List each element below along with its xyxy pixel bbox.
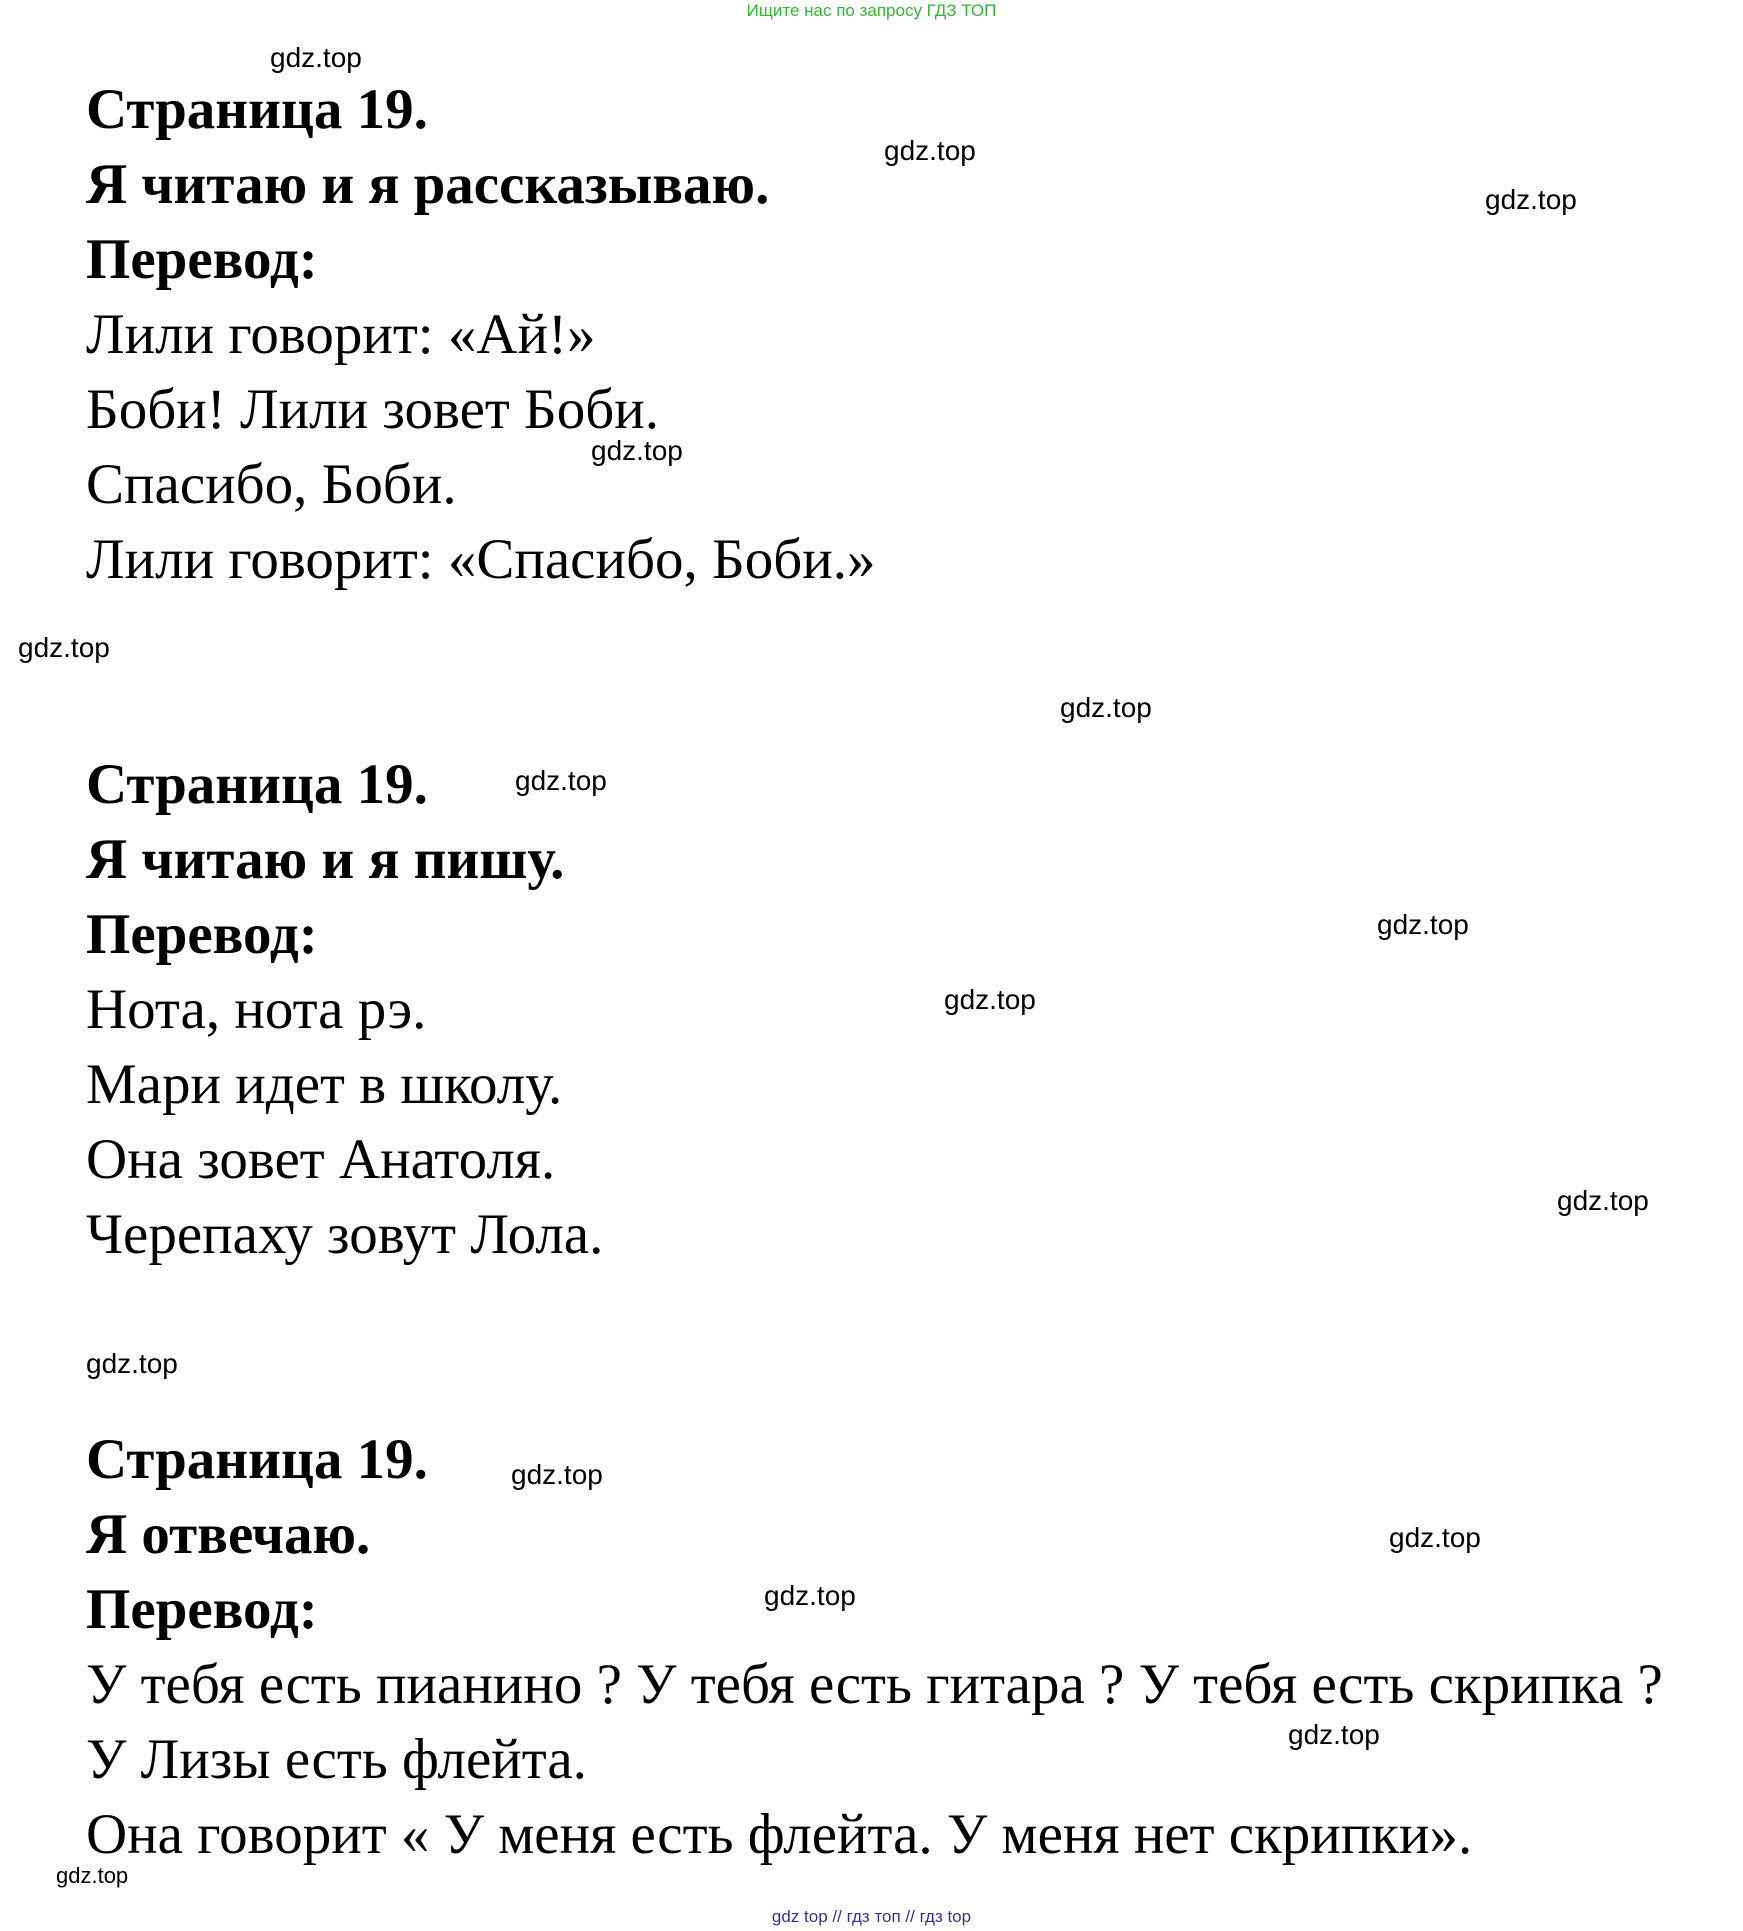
text-line: Лили говорит: «Ай!» — [86, 303, 596, 366]
watermark: gdz.top — [1557, 1185, 1649, 1216]
section-subheading: Я отвечаю. — [86, 1503, 371, 1566]
section-heading: Страница 19. — [86, 78, 428, 141]
watermark: gdz.top — [1377, 909, 1469, 940]
text-line: Мари идет в школу. — [86, 1053, 563, 1116]
text-line: Спасибо, Боби. — [86, 453, 457, 516]
watermark: gdz.top — [884, 135, 976, 166]
watermark: gdz.top — [1485, 184, 1577, 215]
section-subheading: Я читаю и я пишу. — [86, 828, 565, 891]
watermark: gdz.top — [764, 1580, 856, 1611]
translation-label: Перевод: — [86, 1578, 318, 1641]
section-heading: Страница 19. — [86, 753, 428, 816]
text-line: Лили говорит: «Спасибо, Боби.» — [86, 528, 876, 591]
watermark: gdz.top — [18, 632, 110, 663]
watermark: gdz.top — [86, 1348, 178, 1379]
text-line: Боби! Лили зовет Боби. — [86, 378, 660, 441]
watermark: gdz.top — [56, 1863, 129, 1888]
text-line: У Лизы есть флейта. — [86, 1728, 587, 1791]
watermark: gdz.top — [1389, 1522, 1481, 1553]
watermark: gdz.top — [1288, 1719, 1380, 1750]
text-line: Черепаху зовут Лола. — [86, 1203, 604, 1266]
translation-label: Перевод: — [86, 228, 318, 291]
watermark: gdz.top — [511, 1459, 603, 1490]
section-3 — [86, 1422, 1706, 1872]
text-line: У тебя есть пианино ? У тебя есть гитара ? У тебя есть скрипка ? — [86, 1653, 1663, 1716]
section-subheading: Я читаю и я рассказываю. — [86, 153, 770, 216]
top-banner: Ищите нас по запросу ГДЗ ТОП — [746, 1, 997, 20]
section-heading: Страница 19. — [86, 1428, 428, 1491]
section-2 — [86, 747, 1706, 1272]
watermark: gdz.top — [591, 435, 683, 466]
watermark: gdz.top — [944, 984, 1036, 1015]
text-line: Нота, нота рэ. — [86, 978, 427, 1041]
translation-label: Перевод: — [86, 903, 318, 966]
watermark: gdz.top — [515, 765, 607, 796]
footer: gdz top // гдз топ // гдз top — [771, 1907, 972, 1926]
text-line: Она говорит « У меня есть флейта. У меня нет скрипки». — [86, 1803, 1473, 1866]
watermark: gdz.top — [1060, 692, 1152, 723]
text-line: Она зовет Анатоля. — [86, 1128, 556, 1191]
watermark: gdz.top — [270, 42, 362, 73]
